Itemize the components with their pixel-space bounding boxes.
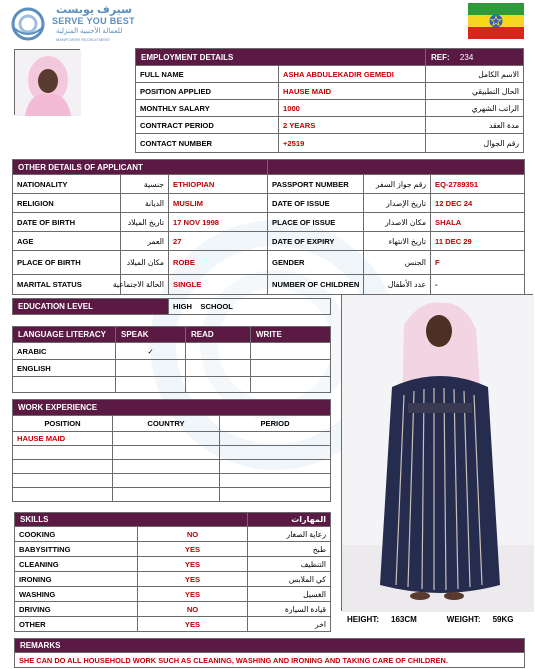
skill-name: BABYSITTING — [15, 542, 138, 557]
number-of-children-arabic: عدد الأطفال — [364, 275, 431, 295]
skill-row — [15, 557, 331, 572]
table-row — [13, 446, 331, 460]
religion-label: RELIGION — [13, 194, 121, 213]
language-name: ARABIC — [13, 343, 116, 360]
skill-value: YES — [138, 572, 248, 587]
remarks-title: REMARKS — [15, 639, 525, 653]
body-measurements — [341, 611, 533, 627]
work-country — [113, 432, 220, 446]
skill-value: YES — [138, 617, 248, 632]
employment-details-section — [135, 48, 523, 152]
skill-value: NO — [138, 602, 248, 617]
skills-title-arabic: المهارات — [248, 513, 331, 527]
religion-value: MUSLIM — [169, 194, 268, 213]
logo-name: SERVE YOU BEST — [52, 16, 135, 26]
write-check — [251, 377, 331, 393]
position-header: POSITION — [13, 416, 113, 432]
number-of-children-label: NUMBER OF CHILDREN — [268, 275, 364, 295]
number-of-children-value: - — [431, 275, 525, 295]
skill-value: YES — [138, 542, 248, 557]
education-section — [12, 298, 330, 315]
ref-cell — [426, 49, 524, 66]
full-name-label: FULL NAME — [136, 66, 279, 83]
height-label: HEIGHT: — [347, 614, 379, 624]
nationality-value: ETHIOPIAN — [169, 175, 268, 194]
headshot-portrait-icon — [15, 50, 81, 116]
read-check — [186, 360, 251, 377]
weight-value: 59KG — [492, 614, 514, 624]
speak-header: SPEAK — [116, 327, 186, 343]
logo-arabic-name: سيرف يوبست — [56, 4, 132, 16]
language-row — [13, 377, 331, 393]
marital-status-value: SINGLE — [169, 275, 268, 295]
skill-value: NO — [138, 527, 248, 542]
country-header: COUNTRY — [113, 416, 220, 432]
date-of-expiry-label: DATE OF EXPIRY — [268, 232, 364, 251]
date-of-expiry-value: 11 DEC 29 — [431, 232, 525, 251]
skill-row — [15, 617, 331, 632]
education-level-label: EDUCATION LEVEL — [13, 299, 169, 315]
place-of-birth-value: ROBE — [169, 251, 268, 275]
position-applied-label: POSITION APPLIED — [136, 83, 279, 100]
speak-check — [116, 377, 186, 393]
work-country — [113, 446, 220, 460]
read-check — [186, 343, 251, 360]
contract-period-label: CONTRACT PERIOD — [136, 117, 279, 134]
logo-arabic-sub: للعمالة الأجنبية المنزلية — [56, 28, 123, 35]
skill-arabic: قيادة السيارة — [248, 602, 331, 617]
skill-row — [15, 602, 331, 617]
skill-name: IRONING — [15, 572, 138, 587]
work-position: HAUSE MAID — [13, 432, 113, 446]
write-check — [251, 360, 331, 377]
applicant-headshot — [14, 49, 80, 115]
work-position — [13, 488, 113, 502]
date-of-issue-value: 12 DEC 24 — [431, 194, 525, 213]
table-row — [13, 432, 331, 446]
place-of-issue-value: SHALA — [431, 213, 525, 232]
date-of-expiry-arabic: تاريخ الانتهاء — [364, 232, 431, 251]
passport-number-label: PASSPORT NUMBER — [268, 175, 364, 194]
gender-label: GENDER — [268, 251, 364, 275]
skill-name: COOKING — [15, 527, 138, 542]
work-position — [13, 460, 113, 474]
skill-name: WASHING — [15, 587, 138, 602]
skill-row — [15, 527, 331, 542]
ethiopia-flag — [468, 3, 524, 39]
contact-number-value: +2519 — [279, 134, 426, 153]
work-position — [13, 446, 113, 460]
work-period — [220, 474, 331, 488]
contract-period-value: 2 YEARS — [279, 117, 426, 134]
remarks-section — [14, 638, 525, 667]
marital-status-label: MARITAL STATUS — [13, 275, 121, 295]
speak-check: ✓ — [116, 343, 186, 360]
monthly-salary-value: 1000 — [279, 100, 426, 117]
flag-emblem-icon — [489, 14, 503, 28]
contact-number-arabic: رقم الجوال — [426, 134, 524, 153]
company-logo — [8, 3, 148, 45]
table-row — [13, 460, 331, 474]
remarks-text: SHE CAN DO ALL HOUSEHOLD WORK SUCH AS CLEANING, WASHING AND IRONING AND TAKING CARE OF CHILDREN. — [15, 653, 525, 668]
full-name-value: ASHA ABDULEKADIR GEMEDI — [279, 66, 426, 83]
read-header: READ — [186, 327, 251, 343]
language-literacy-header: LANGUAGE LITERACY — [13, 327, 116, 343]
language-name — [13, 377, 116, 393]
skill-row — [15, 572, 331, 587]
weight-label: WEIGHT: — [446, 614, 481, 624]
applicant-full-body-photo — [341, 294, 533, 611]
work-position — [13, 474, 113, 488]
height-value: 163CM — [391, 614, 417, 624]
education-level-value: HIGH SCHOOL — [169, 299, 331, 315]
write-header: WRITE — [251, 327, 331, 343]
period-header: PERIOD — [220, 416, 331, 432]
language-row — [13, 343, 331, 360]
logo-emblem-icon — [10, 6, 46, 42]
skill-value: YES — [138, 557, 248, 572]
skill-value: YES — [138, 587, 248, 602]
work-country — [113, 488, 220, 502]
position-applied-arabic: الحال التطبيقي — [426, 83, 524, 100]
position-applied-value: HAUSE MAID — [279, 83, 426, 100]
skill-name: DRIVING — [15, 602, 138, 617]
other-details-title-right — [268, 160, 525, 175]
work-period — [220, 432, 331, 446]
work-country — [113, 474, 220, 488]
age-label: AGE — [13, 232, 121, 251]
nationality-arabic: جنسية — [121, 175, 169, 194]
ref-label: REF: — [431, 52, 450, 62]
work-experience-section — [12, 399, 330, 501]
age-value: 27 — [169, 232, 268, 251]
contact-number-label: CONTACT NUMBER — [136, 134, 279, 153]
language-literacy-section — [12, 326, 330, 392]
skill-name: OTHER — [15, 617, 138, 632]
skills-section — [14, 512, 330, 631]
work-period — [220, 460, 331, 474]
skills-title: SKILLS — [15, 513, 248, 527]
marital-status-arabic: الحالة الاجتماعية — [121, 275, 169, 295]
contract-period-arabic: مدة العقد — [426, 117, 524, 134]
nationality-label: NATIONALITY — [13, 175, 121, 194]
table-row — [13, 488, 331, 502]
place-of-birth-arabic: مكان الميلاد — [121, 251, 169, 275]
work-country — [113, 460, 220, 474]
work-experience-title: WORK EXPERIENCE — [13, 400, 331, 416]
skill-arabic: كي الملابس — [248, 572, 331, 587]
skill-arabic: رعاية الصغار — [248, 527, 331, 542]
other-details-title: OTHER DETAILS OF APPLICANT — [13, 160, 268, 175]
skill-arabic: طبخ — [248, 542, 331, 557]
skill-name: CLEANING — [15, 557, 138, 572]
date-of-birth-label: DATE OF BIRTH — [13, 213, 121, 232]
skill-row — [15, 587, 331, 602]
skill-row — [15, 542, 331, 557]
work-period — [220, 488, 331, 502]
place-of-issue-arabic: مكان الاصدار — [364, 213, 431, 232]
employment-details-title: EMPLOYMENT DETAILS — [136, 49, 426, 66]
date-of-birth-value: 17 NOV 1998 — [169, 213, 268, 232]
passport-number-value: EQ-2789351 — [431, 175, 525, 194]
gender-arabic: الجنس — [364, 251, 431, 275]
date-of-birth-arabic: تاريخ الميلاد — [121, 213, 169, 232]
skill-arabic: الغسيل — [248, 587, 331, 602]
skill-arabic: اخر — [248, 617, 331, 632]
place-of-birth-label: PLACE OF BIRTH — [13, 251, 121, 275]
date-of-issue-label: DATE OF ISSUE — [268, 194, 364, 213]
passport-number-arabic: رقم جواز السفر — [364, 175, 431, 194]
speak-check — [116, 360, 186, 377]
place-of-issue-label: PLACE OF ISSUE — [268, 213, 364, 232]
age-arabic: العمر — [121, 232, 169, 251]
skill-arabic: التنظيف — [248, 557, 331, 572]
work-period — [220, 446, 331, 460]
ref-value: 234 — [459, 52, 474, 62]
full-body-portrait-icon — [342, 295, 534, 612]
monthly-salary-arabic: الراتب الشهري — [426, 100, 524, 117]
read-check — [186, 377, 251, 393]
monthly-salary-label: MONTHLY SALARY — [136, 100, 279, 117]
write-check — [251, 343, 331, 360]
gender-value: F — [431, 251, 525, 275]
logo-tagline: MANPOWER RECRUITMENT — [56, 37, 111, 42]
language-name: ENGLISH — [13, 360, 116, 377]
table-row — [13, 474, 331, 488]
religion-arabic: الديانة — [121, 194, 169, 213]
date-of-issue-arabic: تاريخ الإصدار — [364, 194, 431, 213]
full-name-arabic: الاسم الكامل — [426, 66, 524, 83]
other-details-section — [12, 159, 524, 294]
language-row — [13, 360, 331, 377]
